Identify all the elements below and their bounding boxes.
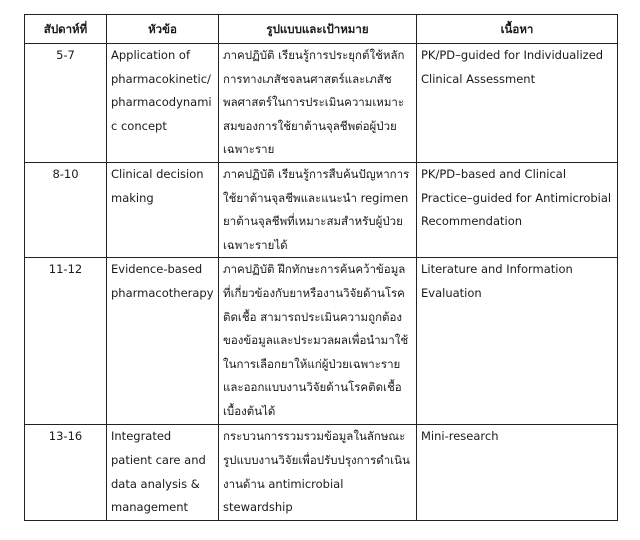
cell-topic-text: Integrated patient care and data analysis & management [111, 429, 206, 515]
table-row [25, 44, 618, 163]
cell-topic [107, 163, 219, 258]
cell-content-text: PK/PD–guided for Individualized Clinical Assessment [421, 48, 604, 86]
cell-topic-text: Application of pharmacokinetic/ pharmacodynamic concept [111, 48, 212, 133]
table-header-row [25, 15, 618, 44]
header-content: เนื้อหา [417, 15, 618, 44]
cell-topic [107, 44, 219, 163]
cell-format-text: ภาคปฏิบัติ ฝึกทักษะการค้นคว้าข้อมูลที่เกี่ยวข้องกับยาหรืองานวิจัยด้านโรคติดเชื้อ สามารถประเมินความถูกต้องของข้อมูลและประมวลผลเพื่อนำมาใช้ในการเลือกยาให้แก่ผู้ป่วยเฉพาะรายและออกแบบงานวิจัยด้านโรคติดเชื้อเบื้องต้นได้ [223, 262, 409, 418]
cell-week: 5-7 [25, 44, 107, 163]
cell-topic-text: Evidence-based pharmacotherapy [111, 262, 214, 300]
cell-format [219, 44, 417, 163]
cell-content-text: PK/PD–based and Clinical Practice–guided for Antimicrobial Recommendation [421, 167, 612, 229]
cell-format [219, 163, 417, 258]
cell-content [417, 258, 618, 425]
table-row [25, 425, 618, 520]
header-topic: หัวข้อ [107, 15, 219, 44]
cell-topic-text: Clinical decision making [111, 167, 204, 205]
cell-format-text: ภาคปฏิบัติ เรียนรู้การสืบค้นปัญหาการใช้ยาต้านจุลชีพและแนะนำ regimen ยาต้านจุลชีพที่เหมาะสมสำหรับผู้ป่วยเฉพาะรายได้ [223, 167, 410, 252]
cell-format-text: กระบวนการรวมรวมข้อมูลในลักษณะรูปแบบงานวิจัยเพื่อปรับปรุงการดำเนินงานด้าน antimicrobial stewardship [223, 429, 410, 515]
cell-format [219, 258, 417, 425]
cell-week: 8-10 [25, 163, 107, 258]
cell-content [417, 44, 618, 163]
cell-content [417, 425, 618, 520]
cell-content [417, 163, 618, 258]
header-format: รูปแบบและเป้าหมาย [219, 15, 417, 44]
cell-format-text: ภาคปฏิบัติ เรียนรู้การประยุกต์ใช้หลักการทางเภสัชจลนศาสตร์และเภสัชพลศาสตร์ในการประเมินความเหมาะสมของการใช้ยาต้านจุลชีพต่อผู้ป่วยเฉพาะราย [223, 48, 405, 157]
header-week: สัปดาห์ที่ [25, 15, 107, 44]
cell-content-text: Mini-research [421, 429, 499, 444]
cell-week: 11-12 [25, 258, 107, 425]
cell-format [219, 425, 417, 520]
table-row [25, 258, 618, 425]
cell-week: 13-16 [25, 425, 107, 520]
cell-content-text: Literature and Information Evaluation [421, 262, 573, 300]
table-row [25, 163, 618, 258]
cell-topic [107, 258, 219, 425]
course-schedule-table [24, 14, 618, 521]
cell-topic [107, 425, 219, 520]
